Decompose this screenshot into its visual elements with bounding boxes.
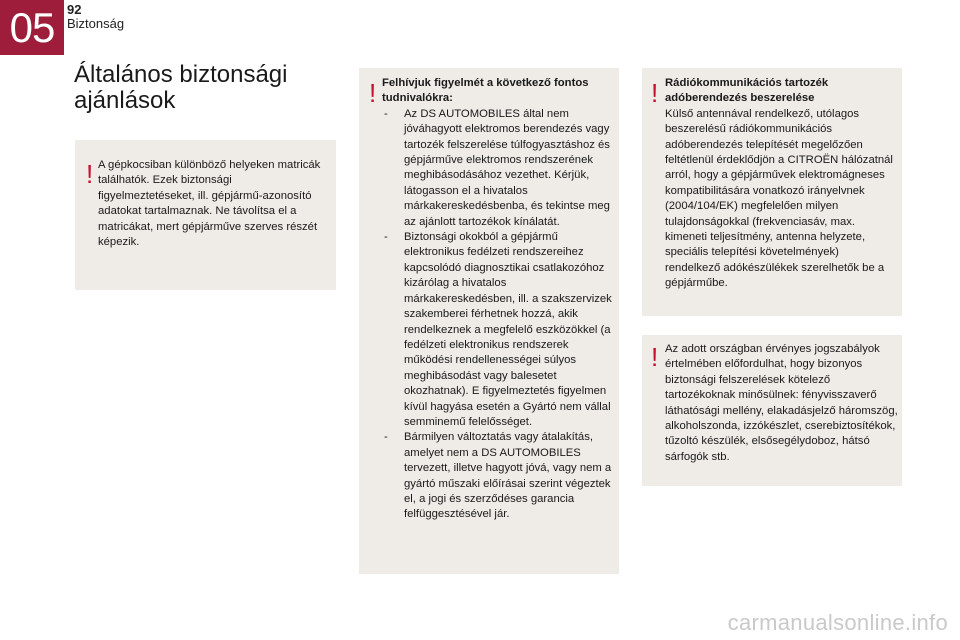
panel-content bbox=[665, 76, 897, 292]
page-number: 92 bbox=[67, 2, 82, 17]
chapter-tab: 05 bbox=[0, 0, 64, 55]
page-title: Általános biztonsági ajánlások bbox=[74, 61, 288, 114]
panel-text: A gépkocsiban különböző helyeken matricák találhatók. Ezek biztonsági figyelmeztetéseket, ill. gépjármű-azonosító adatokat tartalmaznak. Ne távolítsa el a matricákat, mert gépjárműve szerves részét képezik. bbox=[98, 159, 321, 249]
list-item: - Az DS AUTOMOBILES által nem jóváhagyott elektromos berendezés vagy tartozék felszerelése túlfogyasztáshoz és gépjárműve elektromos rendszerének meghibásodásához vezethet. Kérjük, látogasson el a hivatalos márkakereskedésbenba, és tekintse meg az ajánlott tartozékok kínálatát. bbox=[382, 107, 618, 230]
panel-heading: Rádiókommunikációs tartozék adóberendezés beszerelése bbox=[665, 77, 829, 105]
list-item: - Bármilyen változtatás vagy átalakítás, amelyet nem a DS AUTOMOBILES tervezett, illetve hagyott jóvá, vagy nem a gyártó műszaki előírásai szerint végeztek el, a jogi és szerződéses garancia felfüggesztésével jár. bbox=[382, 430, 618, 522]
panel-text: Külső antennával rendelkező, utólagos beszerelésű rádiókommunikációs adóberendezés telepítését megelőzően feltétlenül érdeklődjön a CITROËN hálózatnál arról, hogy a gépjárművek elektromágneses kompatibilitására vonatkozó irányelvnek (2004/104/EK) megfelelően milyen tulajdonságokkal (frekvenciasáv, max. kimeneti teljesítmény, antenna helyzete, speciális telepítési követelmények) rendelkező adókészülékek szerelhetők be a gépjárműbe. bbox=[665, 107, 893, 290]
warning-list bbox=[382, 107, 618, 523]
section-name: Biztonság bbox=[67, 16, 125, 31]
warning-icon: ! bbox=[369, 78, 377, 108]
warning-icon: ! bbox=[651, 78, 659, 108]
panel-text: Az adott országban érvényes jogszabályok értelmében előfordulhat, hogy bizonyos biztonsági felszerelések kötelező tartozékoknak minősülnek: fényvisszaverő láthatósági mellény, elakadásjelző háromszög, alkoholszonda, izzókészlet, cserebiztosítékok, tűzoltó készülék, elsősegélydoboz, hátsó sárfogók stb. bbox=[665, 343, 898, 463]
warning-icon: ! bbox=[86, 159, 94, 189]
warning-icon: ! bbox=[651, 342, 659, 372]
list-item: - Biztonsági okokból a gépjármű elektronikus fedélzeti rendszereihez kapcsolódó diagnosztikai csatlakozóhoz kizárólag a hivatalos márkakereskedésben, ill. a szakszervizek szakemberei férhetnek hozzá, akik rendelkeznek a megfelelő eszközökkel (a fedélzeti elektronikus rendszerek működési rendellenességei súlyos meghibásodást vagy balesetet okozhatnak). E figyelmeztetés figyelmen kívül hagyása esetén a Gyártó nem vállal semminemű felelősséget. bbox=[382, 230, 618, 430]
panel-content bbox=[382, 76, 618, 523]
panel-heading: Felhívjuk figyelmét a következő fontos tudnivalókra: bbox=[382, 77, 589, 105]
watermark: carmanualsonline.info bbox=[727, 610, 948, 635]
